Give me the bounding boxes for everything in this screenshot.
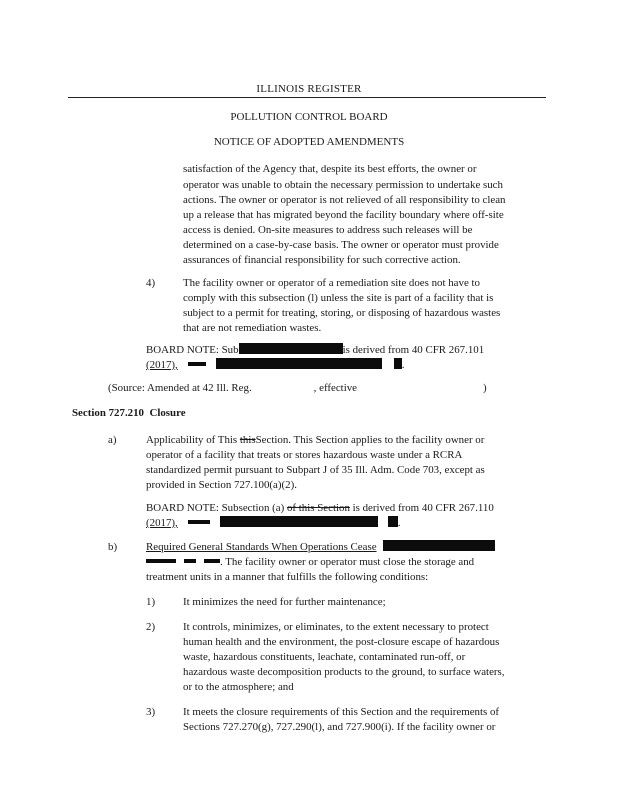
redaction-mark <box>146 559 176 563</box>
text-line: or to the atmosphere; and <box>183 681 294 693</box>
text-line: It meets the closure requirements of this Section and the requirements of <box>183 706 500 718</box>
text-line: operator was unable to obtain the necessary permission to undertake such <box>183 179 503 191</box>
text-line: waste, hazardous constituents, leachate, contaminated run-off, or <box>183 651 466 663</box>
text-line: satisfaction of the Agency that, despite its best efforts, the owner or <box>183 163 477 175</box>
text-line: Sections 727.270(g), 727.290(l), and 727.900(i). If the facility owner or <box>183 721 496 733</box>
board-note-label: BOARD NOTE: Subsection (a) <box>146 502 287 514</box>
redaction-mark <box>184 559 196 563</box>
item-number: 4) <box>146 277 156 289</box>
text-line: treatment units in a manner that fulfills the following conditions: <box>146 571 429 583</box>
struck-text: of this Section <box>286 502 350 514</box>
redaction-mark <box>388 516 398 527</box>
applicability-text: Applicability of This <box>146 434 240 446</box>
item-number: b) <box>108 541 118 553</box>
register-title: ILLINOIS REGISTER <box>256 83 362 95</box>
text-line: operator of a facility that treats or stores hazardous waste under a RCRA <box>146 449 463 461</box>
text-line: It controls, minimizes, or eliminates, to the extent necessary to protect <box>183 621 489 633</box>
text-line: comply with this subsection (l) unless the site is part of a facility that is <box>183 292 494 304</box>
text-line <box>146 433 484 448</box>
redaction-mark <box>216 358 382 369</box>
text-line: actions. The owner or operator is not relieved of all responsibility to clean <box>183 194 506 206</box>
text-line: The facility owner or operator of a remediation site does not have to <box>183 277 480 289</box>
text-line <box>146 555 474 570</box>
board-note-text: is derived from 40 CFR 267.110 <box>349 502 494 514</box>
board-note-end: . <box>397 517 401 529</box>
board-note-end: . <box>401 359 405 371</box>
redaction-mark <box>383 540 495 551</box>
source-effective: , effective <box>313 382 358 394</box>
item-number: 2) <box>146 621 156 633</box>
board-note-text: is derived from 40 CFR 267.101 <box>342 344 485 356</box>
text-line <box>146 540 495 555</box>
section-number: Section 727.210 <box>72 407 144 419</box>
section-title: Closure <box>149 407 186 419</box>
text-line: provided in Section 727.100(a)(2). <box>146 479 297 491</box>
redaction-mark <box>188 362 206 366</box>
board-note-line <box>146 501 494 516</box>
board-note-year: (2017), <box>146 517 178 529</box>
text-line: access is denied. On-site measures to address such releases will be <box>183 224 473 236</box>
board-note-line <box>146 516 401 531</box>
text-line: hazardous waste decomposition products to the ground, to surface waters, <box>183 666 505 678</box>
item-number: a) <box>108 434 117 446</box>
item-number: 1) <box>146 596 156 608</box>
redaction-mark <box>204 559 220 563</box>
board-note-line <box>146 343 484 358</box>
text-line: It minimizes the need for further maintenance; <box>183 596 386 608</box>
required-standards-heading: Required General Standards When Operations Cease <box>146 541 377 553</box>
redaction-mark <box>220 516 378 527</box>
closure-text: . The facility owner or operator must close the storage and <box>220 556 475 568</box>
struck-text: this <box>239 434 256 446</box>
board-note-line <box>146 358 405 373</box>
notice-title: NOTICE OF ADOPTED AMENDMENTS <box>213 136 405 148</box>
board-note-label: BOARD NOTE: Sub <box>146 344 239 356</box>
redaction-mark <box>239 343 343 354</box>
text-line: human health and the environment, the post-closure escape of hazardous <box>183 636 500 648</box>
header-rule <box>68 97 546 98</box>
item-number: 3) <box>146 706 156 718</box>
source-amended: (Source: Amended at 42 Ill. Reg. <box>108 382 252 394</box>
redaction-mark <box>188 520 210 524</box>
source-line <box>108 381 487 396</box>
source-close: ) <box>483 382 487 394</box>
text-line: up a release that has migrated beyond the facility boundary where off-site <box>183 209 504 221</box>
text-line: assurances of financial responsibility for such corrective action. <box>183 254 461 266</box>
section-heading <box>72 406 186 421</box>
board-title: POLLUTION CONTROL BOARD <box>230 111 388 123</box>
text-line: that are not remediation wastes. <box>183 322 322 334</box>
redaction-mark <box>394 358 402 369</box>
text-line: determined on a case-by-case basis. The owner or operator must provide <box>183 239 499 251</box>
text-line: subject to a permit for treating, storing, or disposing of hazardous wastes <box>183 307 501 319</box>
applicability-rest: Section. This Section applies to the facility owner or <box>255 434 485 446</box>
text-line: standardized permit pursuant to Subpart J of 35 Ill. Adm. Code 703, except as <box>146 464 485 476</box>
board-note-year: (2017), <box>146 359 178 371</box>
